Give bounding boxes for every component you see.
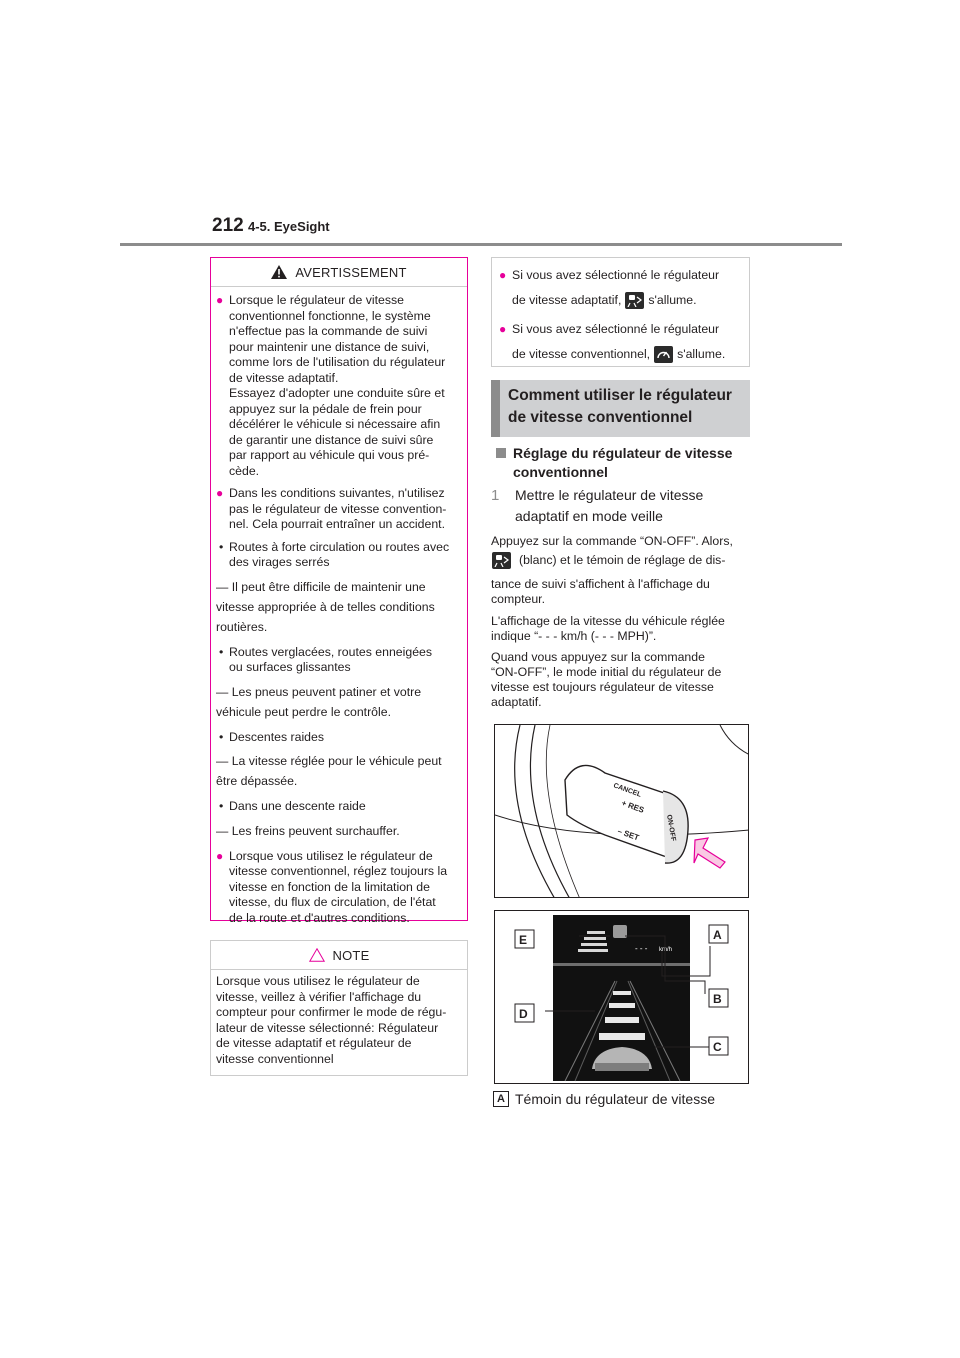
- condition-item: • Descentes raides: [219, 729, 325, 744]
- lever-cancel-label: CANCEL: [612, 782, 643, 799]
- para-2: L'affichage de la vitesse du véhicule réglée indique “- - - km/h (- - - MPH)”.: [491, 614, 725, 643]
- bullet-dot-icon: ●: [216, 848, 224, 863]
- label-a: A: [713, 928, 722, 942]
- condition-item: • Dans une descente raide: [219, 799, 366, 813]
- header-rule: [120, 243, 842, 246]
- caution-icon: [309, 948, 325, 962]
- label-e: E: [519, 933, 528, 947]
- consequence-text: — La vitesse réglée pour le véhicule peut être dépassée.: [216, 754, 442, 788]
- meter-display-illustration: [494, 910, 749, 1084]
- label-c: C: [713, 1040, 722, 1054]
- section-heading: Comment utiliser le régulateur de vitesse conventionnel: [491, 380, 750, 437]
- para-1-line-2: (blanc) et le témoin de réglage de dis-: [491, 552, 753, 569]
- para-1-line-1: Appuyez sur la commande “ON-OFF”. Alors,: [491, 534, 733, 548]
- bullet-dot-icon: ●: [216, 486, 224, 500]
- step-1: [491, 485, 753, 527]
- warning-bullet: ● Lorsque vous utilisez le régulateur de vitesse conventionnel, réglez toujours la vitesse en fonction de la limitation de vitesse, du flux de circulation, de l'état de la route et d'autres conditions.: [216, 848, 448, 925]
- bullet-dot-icon: ●: [499, 322, 507, 336]
- label-b: B: [713, 992, 722, 1006]
- lever-set-label: – SET: [616, 826, 641, 843]
- lever-onoff-label: ON-OFF: [665, 814, 677, 842]
- condition-item: • Routes à forte circulation ou routes avec des virages serrés: [219, 539, 450, 569]
- para-3: Quand vous appuyez sur la commande “ON-OFF”, le mode initial du régulateur de vitesse est toujours régulateur de vitesse adaptatif.: [491, 650, 722, 709]
- indicator-info-box: [491, 257, 750, 367]
- subheading: Réglage du régulateur de vitesse conventionnel: [496, 444, 756, 482]
- caption-a: [493, 1091, 715, 1107]
- caption-text: Témoin du régulateur de vitesse: [515, 1091, 715, 1107]
- note-body: Lorsque vous utilisez le régulateur de vitesse, veillez à vérifier l'affichage du compteur pour confirmer le mode de régu- lateur de vitesse sélectionné: Régulateur de vitesse adaptatif et régulateur de vitesse conventionnel: [216, 974, 447, 1066]
- display-unit: km/h: [659, 947, 673, 953]
- warning-title: AVERTISSEMENT: [295, 264, 407, 280]
- warning-header: [211, 258, 467, 287]
- bullet-dot-icon: ●: [216, 293, 224, 307]
- consequence-text: — Il peut être difficile de maintenir une vitesse appropriée à de telles conditions routières.: [216, 579, 435, 634]
- condition-item: • Routes verglacées, routes enneigées ou surfaces glissantes: [219, 644, 433, 674]
- conventional-cruise-icon: [654, 346, 673, 363]
- consequence-text: — Les freins peuvent surchauffer.: [216, 823, 400, 838]
- note-header: [211, 941, 467, 970]
- consequence-text: — Les pneus peuvent patiner et votre véhicule peut perdre le contrôle.: [216, 684, 422, 719]
- adaptive-cruise-icon: [625, 292, 644, 309]
- page-number: 212: [212, 215, 244, 236]
- display-speed: - - -: [635, 944, 648, 953]
- indicator-item: ● Si vous avez sélectionné le régulateur de vitesse conventionnel, s'allume.: [499, 317, 742, 367]
- cruise-lever-illustration: [494, 724, 749, 898]
- para-1-line-3: tance de suivi s'affichent à l'affichage du compteur.: [491, 577, 710, 606]
- bullet-dot-icon: ●: [499, 268, 507, 282]
- square-bullet-icon: [496, 448, 506, 458]
- caption-letter: A: [493, 1091, 509, 1107]
- warning-icon: [271, 265, 287, 279]
- note-title: NOTE: [332, 947, 370, 963]
- step-number: 1: [491, 487, 500, 504]
- warning-bullet: ● Lorsque le régulateur de vitesse conventionnel fonctionne, le système n'effectue pas la commande de suivi pour maintenir une distance de suivi, comme lors de l'utilisation du régulateur de vitesse adaptatif. Essayez d'adopter une conduite sûre et appuyez sur la pédale de frein pour décélérer le véhicule si nécessaire afin de garantir une distance de suivi sûre par rapport au véhicule qui vous pré- cède.: [216, 293, 446, 478]
- note-box: [210, 940, 468, 1076]
- press-arrow-icon: [694, 838, 725, 868]
- lever-res-label: + RES: [620, 798, 646, 815]
- warning-bullet: ● Dans les conditions suivantes, n'utilisez pas le régulateur de vitesse convention- nel. Cela pourrait entraîner un accident.: [216, 486, 447, 531]
- label-d: D: [519, 1007, 528, 1021]
- warning-box: [210, 257, 468, 925]
- step-text: Mettre le régulateur de vitesse adaptatif en mode veille: [515, 487, 704, 524]
- adaptive-cruise-white-icon: [492, 552, 511, 569]
- section-title: 4-5. EyeSight: [248, 219, 330, 234]
- indicator-item: ● Si vous avez sélectionné le régulateur de vitesse adaptatif, s'allume.: [499, 263, 742, 313]
